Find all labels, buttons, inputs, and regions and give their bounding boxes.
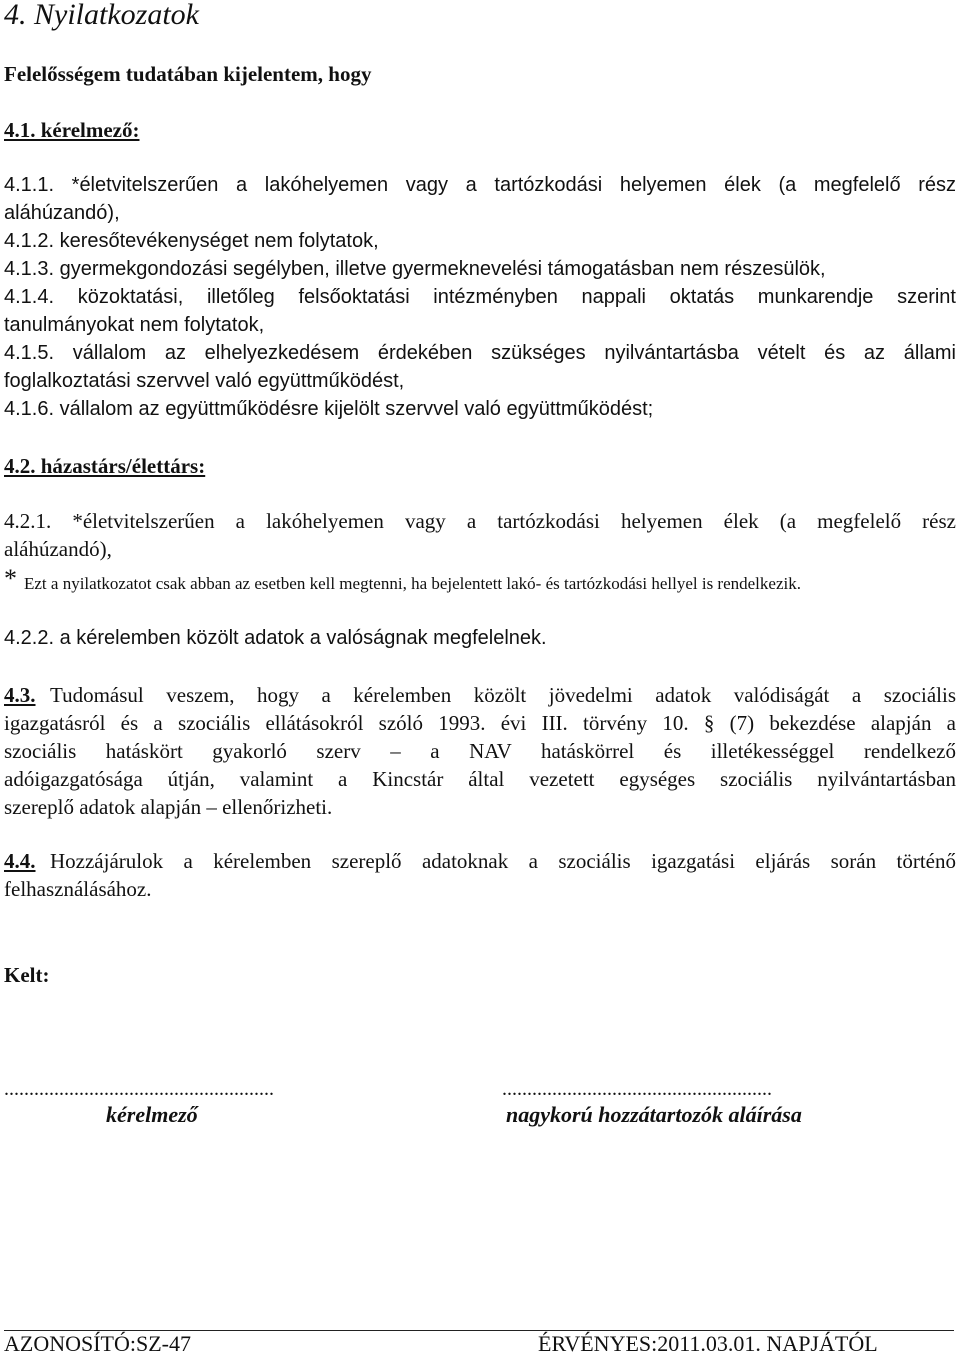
applicant-signature-label: kérelmező <box>106 1102 198 1127</box>
statement-4-3-line4: adóigazgatósága útján, valamint a Kincstár által vezetett egységes szociális nyilvántartásban <box>4 767 956 791</box>
applicant-signature-line: ...................................................... <box>4 1078 274 1100</box>
statement-4-3-line1: Tudomásul veszem, hogy a kérelemben közölt jövedelmi adatok valódiságát a szociális <box>50 683 956 707</box>
statement-4-3-line2: igazgatásról és a szociális ellátásokról szóló 1993. évi III. törvény 10. § (7) bekezdése alapján a <box>4 711 956 735</box>
spouse-subheading: 4.2. házastárs/élettárs: <box>4 454 206 478</box>
relatives-signature-line: ...................................................... <box>502 1078 772 1100</box>
date-place-label: Kelt: <box>4 963 50 987</box>
statement-4-1-4-line1: 4.1.4. közoktatási, illetőleg felsőoktatási intézményben nappali oktatás munkarendje szerint <box>4 286 956 308</box>
statement-4-3-number: 4.3. <box>4 683 36 707</box>
statement-4-1-5-line1: 4.1.5. vállalom az elhelyezkedésem érdekében szükséges nyilvántartásba vételt és az állami <box>4 342 956 364</box>
validity-date: ÉRVÉNYES:2011.03.01. NAPJÁTÓL <box>538 1331 878 1356</box>
statement-4-1-1-line1: 4.1.1. *életvitelszerűen a lakóhelyemen vagy a tartózkodási helyemen élek (a megfelelő rész <box>4 174 956 196</box>
statement-4-2-2: 4.2.2. a kérelemben közölt adatok a valóságnak megfelelnek. <box>4 627 547 649</box>
relatives-signature-label: nagykorú hozzátartozók aláírása <box>506 1102 802 1127</box>
statement-4-4-number: 4.4. <box>4 849 36 873</box>
intro-statement: Felelősségem tudatában kijelentem, hogy <box>4 62 372 86</box>
statement-4-1-4-line2: tanulmányokat nem folytatok, <box>4 314 265 336</box>
form-identifier: AZONOSÍTÓ:SZ-47 <box>4 1331 191 1356</box>
statement-4-3-line5: szereplő adatok alapján – ellenőrizheti. <box>4 795 333 819</box>
applicant-subheading: 4.1. kérelmező: <box>4 118 140 142</box>
statement-4-1-1-line2: aláhúzandó), <box>4 202 120 224</box>
statement-4-1-2: 4.1.2. keresőtevékenységet nem folytatok, <box>4 230 379 252</box>
statement-4-1-3: 4.1.3. gyermekgondozási segélyben, illetve gyermeknevelési támogatásban nem részesülök, <box>4 258 826 280</box>
statement-4-2-1-line1: 4.2.1. *életvitelszerűen a lakóhelyemen vagy a tartózkodási helyemen élek (a megfelelő rész <box>4 509 956 533</box>
statement-4-1-6: 4.1.6. vállalom az együttműködésre kijelölt szervvel való együttműködést; <box>4 398 654 420</box>
footnote-text: Ezt a nyilatkozatot csak abban az esetben kell megtenni, ha bejelentett lakó- és tartózkodási hellyel is rendelkezik. <box>24 574 801 593</box>
statement-4-4-line2: felhasználásához. <box>4 877 152 901</box>
statement-4-1-5-line2: foglalkoztatási szervvel való együttműködést, <box>4 370 405 392</box>
footnote-marker: * <box>4 564 17 593</box>
statement-4-4-line1: Hozzájárulok a kérelemben szereplő adatoknak a szociális igazgatási eljárás során történő <box>50 849 956 873</box>
section-heading: 4. Nyilatkozatok <box>4 0 199 31</box>
statement-4-2-1-line2: aláhúzandó), <box>4 537 112 561</box>
statement-4-3-line3: szociális hatáskört gyakorló szerv – a NAV hatáskörrel és illetékességgel rendelkező <box>4 739 956 763</box>
